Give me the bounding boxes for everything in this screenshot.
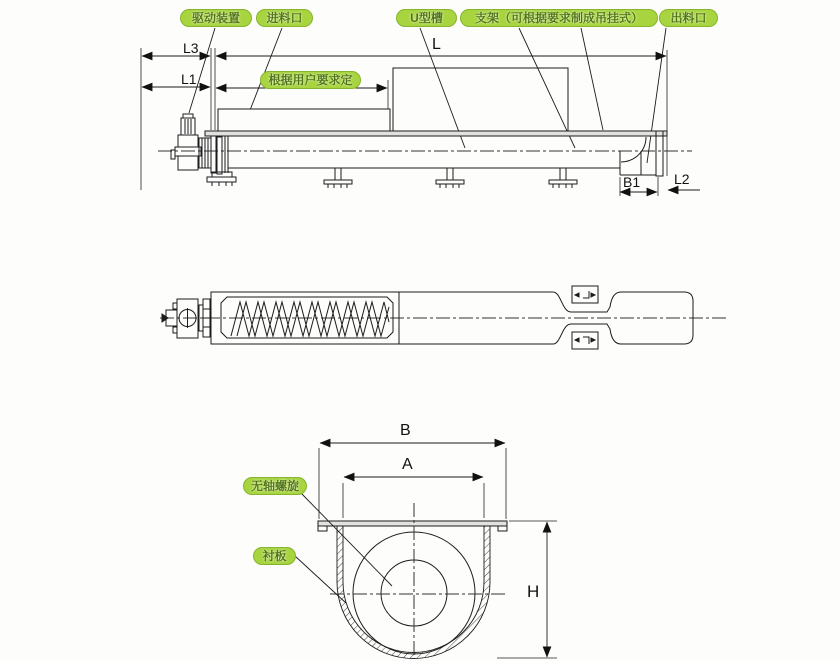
gearbox-lower [178,156,198,170]
dim-label-L: L [432,36,441,53]
dim-label-A: A [402,456,413,473]
end-plate [656,131,663,176]
callout-inlet: 进料口 [256,9,313,27]
trough-body [225,131,663,176]
dim-label-L2: L2 [674,171,690,187]
callout-liner: 衬板 [253,547,296,565]
callout-per-user: 根据用户要求定 [260,71,361,89]
spiral-inner-circle [381,560,447,626]
callout-bracket: 支架（可根据要求制成吊挂式） [460,9,658,27]
dim-label-B1: B1 [623,174,641,190]
weld-symbol-top [572,286,598,303]
spiral-screw [231,302,389,336]
dim-label-H: H [527,582,540,601]
section-top-flange [318,521,507,526]
dim-label-L1: L1 [181,71,197,87]
leg [324,168,352,188]
outlet-arc [621,137,646,162]
inlet-box [218,109,390,131]
weld-symbol-bottom [572,332,598,349]
dim-label-L3: L3 [183,40,199,56]
plan-view [160,286,728,349]
drive-unit [171,114,222,174]
leader-lines [189,28,666,163]
callout-u-trough: U型槽 [396,9,457,27]
side-view [141,28,700,196]
dim-label-B: B [400,422,411,439]
gearbox-upper [178,135,198,147]
section-view [295,443,557,659]
leg [549,168,577,188]
leg [436,168,464,188]
callout-drive-unit: 驱动装置 [180,9,252,27]
motor-cap [183,114,193,118]
callout-outlet: 出料口 [659,9,718,27]
callout-shaftless-spiral: 无轴螺旋 [243,477,307,495]
support-legs [207,168,577,188]
shaft-tip [162,314,168,322]
trough-top-flange [205,131,667,136]
